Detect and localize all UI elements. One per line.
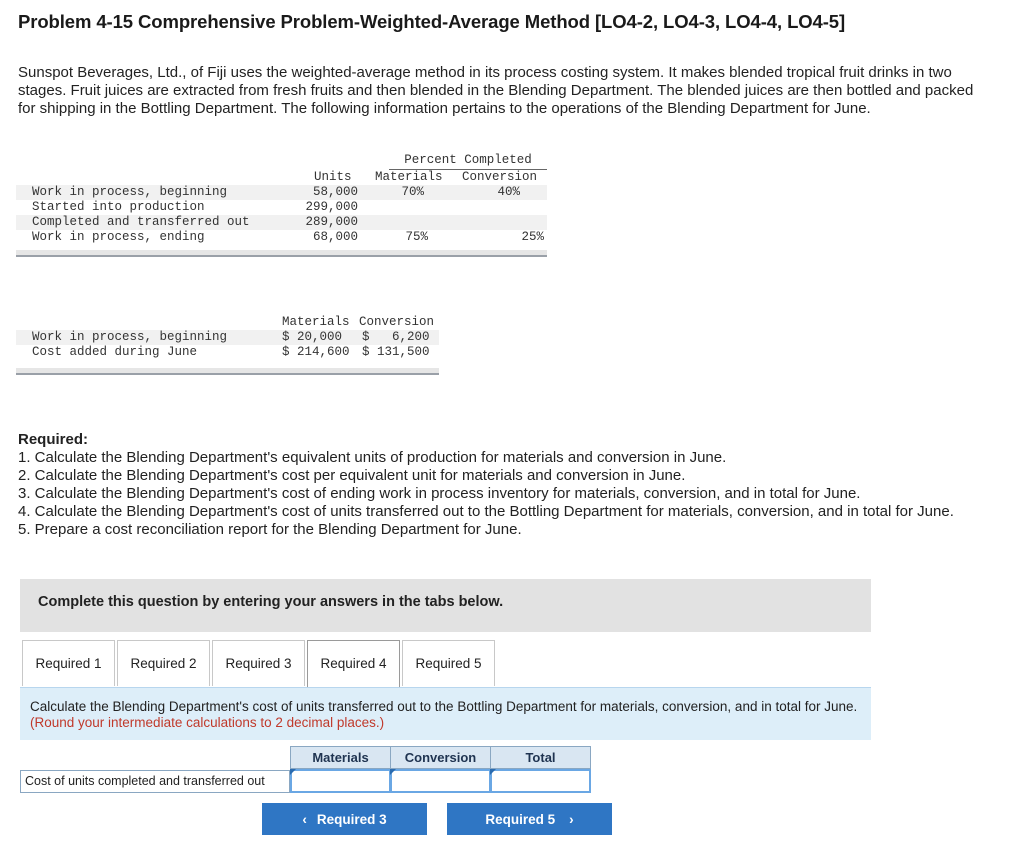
row-label: Started into production [32, 200, 205, 214]
instructions-banner [20, 579, 871, 632]
table-divider [16, 368, 439, 375]
problem-intro: Sunspot Beverages, Ltd., of Fiji uses the weighted-average method in its process costing system. It makes blended tropical fruit drinks in two stages. Fruit juices are extracted from fresh fruits and then blended in the Blending Department. The blended juices are then bottled and packed for shipping in the Bottling Department. The following information pertains to the operations of the Blending Department for June. [18, 64, 974, 117]
units-value: 68,000 [312, 230, 358, 244]
table-row [16, 230, 547, 245]
required-heading: Required: [18, 431, 89, 448]
grid-row-label: Cost of units completed and transferred out [20, 770, 290, 793]
materials-cost: $ 214,600 [282, 345, 350, 359]
cost-table [16, 313, 439, 377]
next-required-button[interactable] [447, 803, 612, 835]
col-conversion-header: Conversion [359, 315, 435, 329]
chevron-left-icon: ‹ [302, 812, 307, 827]
grid-materials-header: Materials [290, 746, 391, 769]
units-value: 58,000 [312, 185, 358, 199]
prev-button-label: Required 3 [316, 812, 387, 827]
cost-table-header-row [16, 315, 439, 330]
required-item: 4. Calculate the Blending Department's cost of units transferred out to the Bottling Department for materials, conversion, and in total for June. [18, 503, 954, 520]
required-item: 2. Calculate the Blending Department's cost per equivalent unit for materials and conversion in June. [18, 467, 686, 484]
conversion-input-cell [390, 769, 491, 793]
tab-required-2[interactable]: Required 2 [117, 640, 210, 686]
table-row [16, 345, 439, 360]
instruction-text [30, 699, 860, 731]
required-item: 1. Calculate the Blending Department's equivalent units of production for materials and conversion in June. [18, 449, 727, 466]
materials-pct: 75% [405, 230, 428, 244]
col-materials-header: Materials [282, 315, 350, 329]
conversion-pct: 25% [521, 230, 544, 244]
units-table-header-row [16, 170, 547, 185]
total-input[interactable] [490, 769, 591, 793]
grid-conversion-header: Conversion [390, 746, 491, 769]
prev-required-button[interactable] [262, 803, 427, 835]
grid-total-header: Total [490, 746, 591, 769]
tab-required-4[interactable]: Required 4 [307, 640, 400, 688]
materials-input-cell [290, 769, 391, 793]
col-conversion-header: Conversion [462, 170, 538, 184]
materials-pct: 70% [401, 185, 424, 199]
row-label: Work in process, beginning [32, 330, 228, 344]
tab-required-3[interactable]: Required 3 [212, 640, 305, 686]
row-label: Work in process, ending [32, 230, 205, 244]
conversion-pct: 40% [497, 185, 520, 199]
cell-flag-icon [290, 769, 296, 775]
units-table [16, 151, 547, 259]
instruction-panel [20, 687, 871, 740]
percent-completed-header: Percent Completed [389, 153, 547, 170]
tab-required-5[interactable]: Required 5 [402, 640, 495, 686]
row-label: Work in process, beginning [32, 185, 228, 199]
col-units-header: Units [314, 170, 352, 184]
units-value: 289,000 [305, 215, 358, 229]
materials-cost: $ 20,000 [282, 330, 343, 344]
conversion-cost: $ 131,500 [362, 345, 430, 359]
required-section [18, 431, 978, 539]
units-value: 299,000 [305, 200, 358, 214]
row-label: Completed and transferred out [32, 215, 250, 229]
required-item: 3. Calculate the Blending Department's cost of ending work in process inventory for materials, conversion, and in total for June. [18, 485, 861, 502]
instruction-main: Calculate the Blending Department's cost of units transferred out to the Bottling Department for materials, conversion, and in total for June. [30, 699, 858, 714]
next-button-label: Required 5 [485, 812, 556, 827]
table-row [16, 185, 547, 200]
total-input-cell [490, 769, 591, 793]
banner-text: Complete this question by entering your answers in the tabs below. [38, 594, 504, 610]
rounding-hint: (Round your intermediate calculations to 2 decimal places.) [30, 715, 385, 730]
materials-input[interactable] [290, 769, 391, 793]
row-label: Cost added during June [32, 345, 198, 359]
cell-flag-icon [490, 769, 496, 775]
conversion-input[interactable] [390, 769, 491, 793]
table-row [16, 330, 439, 345]
cell-flag-icon [390, 769, 396, 775]
conversion-cost: $ 6,200 [362, 330, 430, 344]
table-row [16, 215, 547, 230]
table-divider [16, 250, 547, 257]
tab-required-1[interactable]: Required 1 [22, 640, 115, 686]
col-materials-header: Materials [375, 170, 443, 184]
chevron-right-icon: › [569, 812, 574, 827]
page-title: Problem 4-15 Comprehensive Problem-Weighted-Average Method [LO4-2, LO4-3, LO4-4, LO4-5] [18, 11, 846, 32]
required-item: 5. Prepare a cost reconciliation report for the Blending Department for June. [18, 521, 522, 538]
table-row [16, 200, 547, 215]
